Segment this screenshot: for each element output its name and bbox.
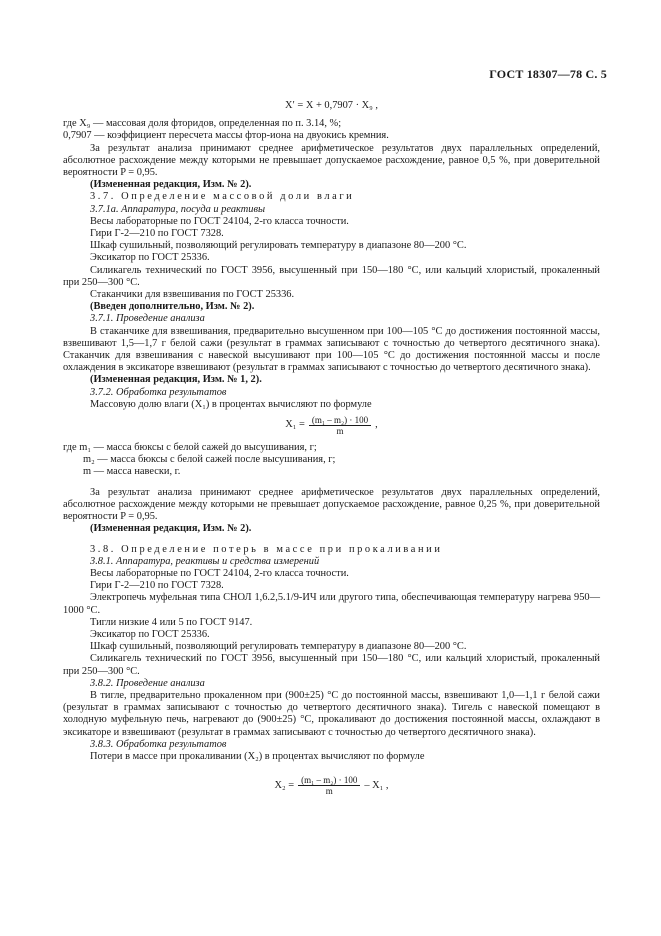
formula-lhs: X₂ =: [274, 779, 295, 791]
subsection-heading: 3.7.1. Проведение анализа: [90, 313, 205, 325]
subsection-heading: 3.8.1. Аппаратура, реактивы и средства измерений: [90, 555, 320, 567]
formula-x-prime: X′ = X + 0,7907 · X₉ ,: [285, 100, 378, 111]
amendment-note: (Измененная редакция, Изм. № 1, 2).: [90, 374, 262, 386]
text-line: Эксикатор по ГОСТ 25336.: [90, 252, 210, 264]
text-line: Потери в массе при прокаливании (X₂) в процентах вычисляют по формуле: [90, 750, 425, 762]
formula-denominator: m: [336, 426, 344, 437]
subsection-heading: 3.8.3. Обработка результатов: [90, 738, 227, 750]
text-line: m — масса навески, г.: [83, 466, 181, 478]
text-line: Гири Г-2—210 по ГОСТ 7328.: [90, 580, 224, 592]
formula-x1: [63, 415, 600, 436]
formula-fraction: [309, 415, 371, 436]
text-line: где X₉ — массовая доля фторидов, определенная по п. 3.14, %;: [63, 118, 342, 130]
amendment-note: (Измененная редакция, Изм. № 2).: [90, 179, 252, 191]
text-line: где m₁ — масса бюксы с белой сажей до высушивания, г;: [63, 442, 317, 454]
text-line: Шкаф сушильный, позволяющий регулировать температуру в диапазоне 80—200 °С.: [90, 641, 467, 653]
text-line: Шкаф сушильный, позволяющий регулировать температуру в диапазоне 80—200 °С.: [90, 240, 467, 252]
text-line: Массовую долю влаги (X₁) в процентах вычисляют по формуле: [90, 398, 372, 410]
paragraph: Силикагель технический по ГОСТ 3956, высушенный при 150—180 °С, или кальций хлористый, прокаленный при 250—300 °С.: [63, 264, 600, 288]
formula-tail: ,: [375, 419, 378, 431]
formula-fraction: [298, 775, 360, 796]
paragraph: Электропечь муфельная типа СНОЛ 1,6.2,5.1/9-ИЧ или другого типа, обеспечивающая температуру нагрева 950—1000 °С.: [63, 592, 600, 616]
paragraph: В стаканчике для взвешивания, предварительно высушенном при 100—105 °С до достижения постоянной массы, взвешивают 1,5—1,7 г белой сажи (результат в граммах записывают с точностью до четвертого десятичного знака). Стаканчик для взвешивания с навеской высушивают при 100—105 °С до достижения постоянной массы и после охлаждения в эксикаторе взвешивают (результат в граммах записывают с точностью до четвертого десятичного знака).: [63, 325, 600, 374]
formula-denominator: m: [325, 786, 333, 797]
subsection-heading: 3.7.1а. Аппаратура, посуда и реактивы: [90, 203, 265, 215]
section-heading-3-8: 3.8. Определение потерь в массе при прокаливании: [90, 543, 443, 555]
amendment-note: (Измененная редакция, Изм. № 2).: [90, 523, 252, 535]
text-line: Весы лабораторные по ГОСТ 24104, 2-го класса точности.: [90, 215, 349, 227]
text-line: m₂ — масса бюксы с белой сажей после высушивания, г;: [83, 454, 336, 466]
text-line: Весы лабораторные по ГОСТ 24104, 2-го класса точности.: [90, 567, 349, 579]
paragraph: Силикагель технический по ГОСТ 3956, высушенный при 150—180 °С, или кальций хлористый, прокаленный при 250—300 °С.: [63, 653, 600, 677]
formula-x2: [63, 775, 600, 796]
text-line: Гири Г-2—210 по ГОСТ 7328.: [90, 228, 224, 240]
paragraph: В тигле, предварительно прокаленном при (900±25) °С до постоянной массы, взвешивают 1,0—1,1 г белой сажи (результат в граммах записывают с точностью до четвертого десятичного знака). Тигель с навеской помещают в холодную муфельную печь, нагревают до (900±25) °С, прокаливают до достижения постоянной массы, охлаждают в эксикаторе и взвешивают (результат в граммах записывают с точностью до четвертого десятичного знака).: [63, 689, 600, 738]
formula-numerator: (m₁ – m₂) · 100: [298, 775, 360, 786]
formula-tail: – X₁ ,: [364, 779, 389, 791]
formula-lhs: X₁ =: [285, 419, 305, 431]
text-line: Эксикатор по ГОСТ 25336.: [90, 628, 210, 640]
spacer: [63, 763, 600, 771]
text-line: Стаканчики для взвешивания по ГОСТ 25336.: [90, 289, 295, 301]
section-heading-3-7: 3.7. Определение массовой доли влаги: [90, 191, 355, 203]
paragraph: За результат анализа принимают среднее арифметическое результатов двух параллельных определений, абсолютное расхождение между которыми не превышает допускаемое расхождение, равное 0,25 %, при доверительной вероятности P = 0,95.: [63, 486, 600, 523]
text-line: 0,7907 — коэффициент пересчета массы фтор-иона на двуокись кремния.: [63, 130, 389, 142]
subsection-heading: 3.8.2. Проведение анализа: [90, 677, 205, 689]
page-header: ГОСТ 18307—78 С. 5: [489, 67, 607, 81]
formula-numerator: (m₁ – m₂) · 100: [309, 415, 371, 426]
spacer: [63, 479, 600, 487]
spacer: [63, 536, 600, 544]
document-body: [63, 96, 600, 802]
amendment-note: (Введен дополнительно, Изм. № 2).: [90, 301, 255, 313]
subsection-heading: 3.7.2. Обработка результатов: [90, 386, 227, 398]
paragraph: За результат анализа принимают среднее арифметическое результатов двух параллельных определений, абсолютное расхождение между которыми не превышает допускаемое расхождение, равное 0,5 %, при доверительной вероятности P = 0,95.: [63, 142, 600, 179]
text-line: Тигли низкие 4 или 5 по ГОСТ 9147.: [90, 616, 253, 628]
